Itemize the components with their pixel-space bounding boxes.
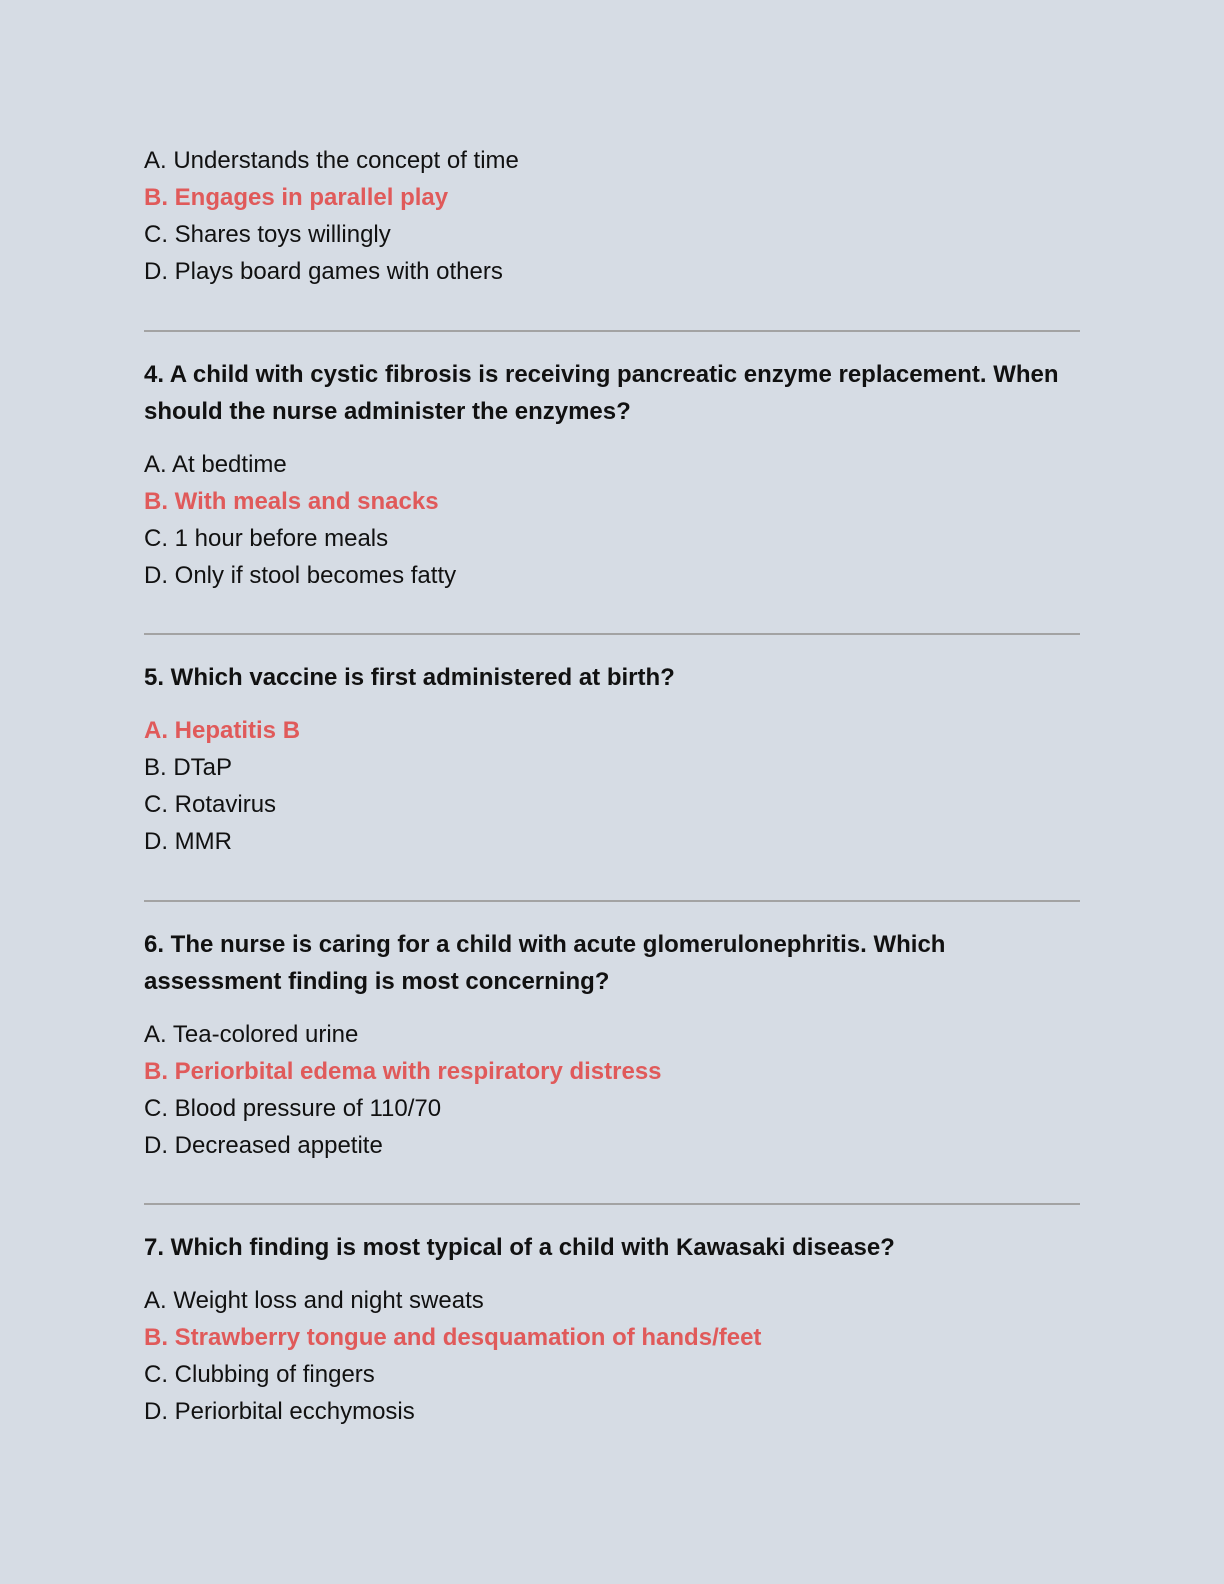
question-5-text: 5. Which vaccine is first administered at birth? [144, 664, 675, 691]
question-7-text: 7. Which finding is most typical of a child with Kawasaki disease? [144, 1234, 895, 1261]
option-q5-a-correct: A. Hepatitis B [144, 717, 301, 744]
option-q6-a: A. Tea-colored urine [144, 1021, 359, 1048]
option-q7-b-correct: B. Strawberry tongue and desquamation of hands/feet [144, 1324, 762, 1351]
divider [144, 900, 1080, 902]
question-5-block [144, 659, 1080, 860]
option-q3-c: C. Shares toys willingly [144, 221, 391, 248]
option-q5-b: B. DTaP [144, 754, 233, 781]
option-q7-c: C. Clubbing of fingers [144, 1361, 375, 1388]
question-4-block [144, 356, 1080, 594]
option-q5-c: C. Rotavirus [144, 791, 277, 818]
option-q4-d: D. Only if stool becomes fatty [144, 562, 457, 589]
option-q4-c: C. 1 hour before meals [144, 525, 389, 552]
question-3-block [144, 142, 1080, 290]
question-7-block [144, 1229, 1080, 1430]
option-q4-a: A. At bedtime [144, 451, 287, 478]
divider [144, 330, 1080, 332]
question-4-text: 4. A child with cystic fibrosis is receiving pancreatic enzyme replacement. When should the nurse administer the enzymes? [144, 361, 1059, 425]
option-q6-d: D. Decreased appetite [144, 1132, 383, 1159]
option-q7-d: D. Periorbital ecchymosis [144, 1398, 415, 1425]
option-q5-d: D. MMR [144, 828, 232, 855]
divider [144, 1203, 1080, 1205]
option-q6-c: C. Blood pressure of 110/70 [144, 1095, 442, 1122]
option-q7-a: A. Weight loss and night sweats [144, 1287, 484, 1314]
divider [144, 633, 1080, 635]
option-q3-a: A. Understands the concept of time [144, 147, 519, 174]
option-q6-b-correct: B. Periorbital edema with respiratory distress [144, 1058, 662, 1085]
option-q4-b-correct: B. With meals and snacks [144, 488, 439, 515]
question-6-text: 6. The nurse is caring for a child with acute glomerulonephritis. Which assessment finding is most concerning? [144, 931, 946, 995]
option-q3-b-correct: B. Engages in parallel play [144, 184, 449, 211]
option-q3-d: D. Plays board games with others [144, 258, 503, 285]
question-6-block [144, 926, 1080, 1164]
